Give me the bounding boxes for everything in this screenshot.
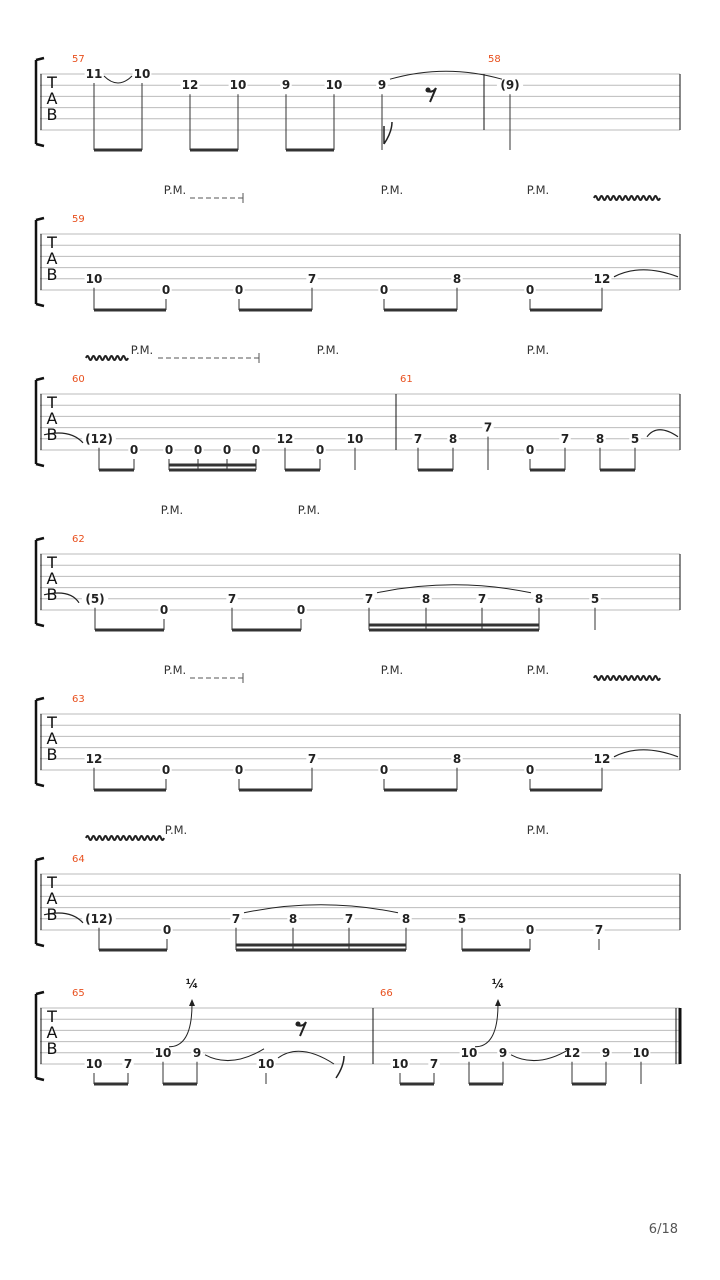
fret-number: (5) [85,591,105,606]
measure-number: 58 [488,54,501,65]
rest-dot [426,88,431,93]
tab-clef-letter: B [46,425,58,444]
bend-amount: ¼ [491,977,505,991]
tab-clef-letter: A [46,409,58,428]
fret-number: 12 [276,431,294,446]
fret-number: 7 [227,591,237,606]
tab-clef-letter: B [46,585,58,604]
fret-number: 8 [452,271,462,286]
fret-number: 0 [234,283,244,297]
tab-system [36,58,680,150]
fret-number: 7 [344,911,354,926]
fret-number: 7 [560,431,570,446]
fret-number: 12 [181,78,199,93]
fret-number: 8 [421,591,431,606]
tab-clef-letter: T [47,233,57,252]
fret-number: 7 [413,431,423,446]
fret-number: 9 [498,1045,508,1060]
tab-clef-letter: T [47,393,57,412]
fret-number: 0 [379,763,389,777]
palm-mute-label: P.M. [130,343,154,357]
bend-amount: ¼ [185,977,199,991]
fret-number: 0 [193,443,203,457]
measure-number: 57 [72,54,85,65]
measure-number: 64 [72,854,85,865]
fret-number: 0 [161,283,171,297]
fret-number: 5 [457,911,467,926]
fret-number: 12 [85,751,103,766]
measure-number: 63 [72,694,85,705]
tab-system [36,836,680,950]
fret-number: 7 [429,1057,439,1071]
tab-clef-letter: A [46,889,58,908]
fret-number: 10 [257,1057,275,1071]
palm-mute-label: P.M. [297,503,321,517]
tab-clef-letter: B [46,1039,58,1058]
palm-mute-label: P.M. [163,663,187,677]
fret-number: 8 [288,911,298,926]
fret-number: 10 [85,1057,103,1071]
palm-mute-label: P.M. [316,343,340,357]
tab-clef-letter: T [47,553,57,572]
fret-number: 0 [162,923,172,937]
fret-number: 0 [525,763,535,777]
palm-mute-label: P.M. [164,823,188,837]
fret-number: 8 [448,431,458,446]
fret-number: 7 [483,420,493,435]
fret-number: 10 [391,1057,409,1071]
fret-number: 0 [222,443,232,457]
fret-number: 0 [525,923,535,937]
pick-stroke [384,122,392,144]
fret-number: 5 [590,591,600,606]
palm-mute-label: P.M. [160,503,184,517]
tab-clef-letter: B [46,745,58,764]
fret-number: 10 [325,78,343,93]
palm-mute-label: P.M. [163,183,187,197]
tab-clef-letter: A [46,89,58,108]
palm-mute-label: P.M. [526,663,550,677]
fret-number: 7 [231,911,241,926]
release-tie [205,1049,264,1061]
fret-number: 7 [307,271,317,286]
palm-mute-label: P.M. [526,343,550,357]
fret-number: 0 [525,443,535,457]
pick-stroke [336,1056,344,1078]
fret-number: 7 [477,591,487,606]
fret-number: 8 [595,431,605,446]
fret-number: 12 [563,1045,581,1060]
fret-number: 10 [85,271,103,286]
fret-number: 7 [364,591,374,606]
tie-out [647,430,678,437]
fret-number: 8 [534,591,544,606]
measure-number: 65 [72,988,85,999]
tab-clef-letter: B [46,905,58,924]
fret-number: 9 [377,78,387,93]
tab-clef-letter: T [47,873,57,892]
tab-clef-letter: A [46,729,58,748]
tab-clef-letter: T [47,73,57,92]
tab-clef-letter: T [47,1007,57,1026]
fret-number: 0 [379,283,389,297]
fret-number: 0 [234,763,244,777]
vibrato-mark [86,356,128,360]
fret-number: 9 [192,1045,202,1060]
system-bracket [36,218,44,306]
bend-arrow [495,999,501,1006]
tab-clef-letter: B [46,105,58,124]
measure-number: 59 [72,214,85,225]
vibrato-mark [594,196,660,200]
tab-system [36,992,680,1084]
fret-number: 7 [123,1057,133,1071]
system-bracket [36,538,44,626]
tab-clef-letter: A [46,569,58,588]
fret-number: (9) [500,78,520,93]
fret-number: 0 [161,763,171,777]
rest-dot [296,1022,301,1027]
palm-mute-label: P.M. [526,183,550,197]
system-bracket [36,698,44,786]
fret-number: 10 [346,431,364,446]
fret-number: 8 [452,751,462,766]
fret-number: 12 [593,751,611,766]
tab-system [36,538,680,630]
fret-number: 11 [85,67,103,81]
slur [377,585,531,593]
measure-number: 60 [72,374,85,385]
system-bracket [36,992,44,1080]
fret-number: 7 [307,751,317,766]
tie [104,76,132,83]
release-tie [511,1049,570,1061]
fret-number: 12 [593,271,611,286]
bend-curve [475,1004,498,1047]
measure-number: 62 [72,534,85,545]
tab-clef-letter: A [46,1023,58,1042]
fret-number: 10 [154,1045,172,1060]
tab-clef-letter: B [46,265,58,284]
tie-out [614,270,678,277]
vibrato-mark [86,836,164,840]
fret-number: 0 [296,603,306,617]
palm-mute-label: P.M. [380,663,404,677]
fret-number: 9 [281,78,291,93]
vibrato-mark [594,676,660,680]
fret-number: 0 [129,443,139,457]
fret-number: 10 [133,67,151,81]
fret-number: 5 [630,431,640,446]
tab-clef-letter: A [46,249,58,268]
measure-number: 61 [400,374,413,385]
fret-number: 0 [251,443,261,457]
fret-number: 0 [315,443,325,457]
fret-number: 0 [164,443,174,457]
system-bracket [36,58,44,146]
palm-mute-label: P.M. [526,823,550,837]
fret-number: 9 [601,1045,611,1060]
tab-system [36,673,680,790]
palm-mute-label: P.M. [380,183,404,197]
slur [244,905,398,913]
fret-number: 10 [229,78,247,93]
system-bracket [36,378,44,466]
slur [390,71,502,79]
bend-arrow [189,999,195,1006]
fret-number: (12) [85,431,113,446]
fret-number: 0 [159,603,169,617]
tie-out [614,750,678,757]
tab-system [36,193,680,310]
fret-number: 0 [525,283,535,297]
measure-number: 66 [380,988,393,999]
system-bracket [36,858,44,946]
fret-number: (12) [85,911,113,926]
fret-number: 10 [632,1045,650,1060]
tab-clef-letter: T [47,713,57,732]
bend-curve [169,1004,192,1047]
fret-number: 8 [401,911,411,926]
fret-number: 10 [460,1045,478,1060]
page-number: 6/18 [648,1222,678,1237]
fret-number: 7 [594,923,604,937]
